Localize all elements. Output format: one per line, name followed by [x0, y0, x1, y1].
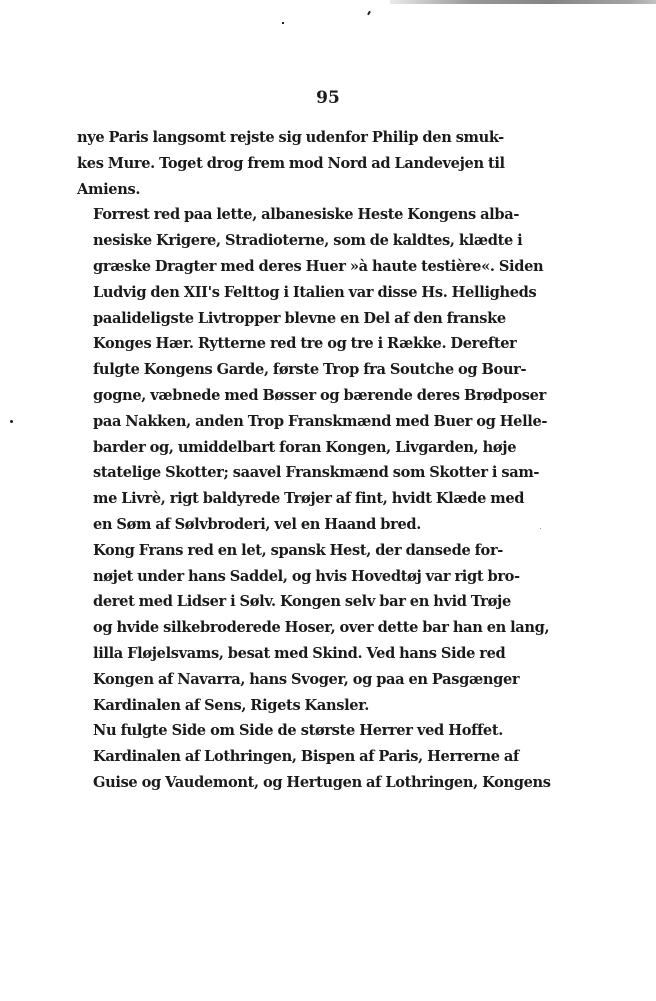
- text-line: paa Nakken, anden Trop Franskmænd med Buer og Helle-: [93, 412, 548, 430]
- text-line: Kongen af Navarra, hans Svoger, og paa en Pasgænger: [93, 670, 520, 688]
- text-line: lilla Fløjelsvams, besat med Skind. Ved hans Side red: [93, 644, 506, 662]
- text-line: Guise og Vaudemont, og Hertugen af Lothringen, Kongens: [93, 773, 551, 791]
- text-line: Nu fulgte Side om Side de største Herrer ved Hoffet.: [93, 722, 503, 740]
- text-line: Amiens.: [77, 180, 141, 198]
- text-line: gogne, væbnede med Bøsser og bærende deres Brødposer: [93, 386, 546, 404]
- scan-speck: [367, 11, 371, 15]
- text-line: nye Paris langsomt rejste sig udenfor Philip den smuk-: [77, 129, 504, 146]
- paragraph: [77, 718, 551, 795]
- text-line: nesiske Krigere, Stradioterne, som de kaldtes, klædte i: [93, 232, 523, 250]
- text-line: og hvide silkebroderede Hoser, over dette bar han en lang,: [93, 619, 550, 637]
- text-line: Kong Frans red en let, spansk Hest, der dansede for-: [93, 541, 503, 559]
- text-line: Konges Hær. Rytterne red tre og tre i Række. Derefter: [93, 335, 517, 353]
- scan-speck: [282, 22, 284, 24]
- page-number: 95: [316, 88, 340, 108]
- body-text: [77, 125, 551, 796]
- text-line: statelige Skotter; saavel Franskmænd som Skotter i sam-: [93, 464, 540, 482]
- text-line: Forrest red paa lette, albanesiske Heste Kongens alba-: [93, 206, 520, 224]
- text-line: Ludvig den XII's Felttog i Italien var disse Hs. Helligheds: [93, 283, 537, 301]
- text-line: barder og, umiddelbart foran Kongen, Livgarden, høje: [93, 438, 517, 456]
- text-line: paalideligste Livtropper blevne en Del af den franske: [93, 309, 506, 327]
- scan-edge-artifact: [390, 0, 656, 4]
- text-line: deret med Lidser i Sølv. Kongen selv bar en hvid Trøje: [93, 593, 511, 611]
- text-line: fulgte Kongens Garde, første Trop fra Soutche og Bour-: [93, 361, 527, 379]
- text-line: Kardinalen af Lothringen, Bispen af Paris, Herrerne af: [93, 748, 519, 766]
- scan-speck: [540, 528, 541, 529]
- paragraph: [77, 202, 548, 537]
- text-line: græske Dragter med deres Huer »à haute testière«. Siden: [93, 257, 544, 275]
- scan-speck: [10, 420, 13, 423]
- text-line: me Livrè, rigt baldyrede Trøjer af fint, hvidt Klæde med: [93, 490, 525, 508]
- paragraph: [77, 538, 550, 719]
- paragraph: [77, 125, 503, 202]
- text-line: Kardinalen af Sens, Rigets Kansler.: [93, 696, 369, 714]
- text-line: nøjet under hans Saddel, og hvis Hovedtøj var rigt bro-: [93, 567, 520, 585]
- text-line: en Søm af Sølvbroderi, vel en Haand bred.: [93, 515, 421, 533]
- text-line: kes Mure. Toget drog frem mod Nord ad Landevejen til: [77, 154, 505, 172]
